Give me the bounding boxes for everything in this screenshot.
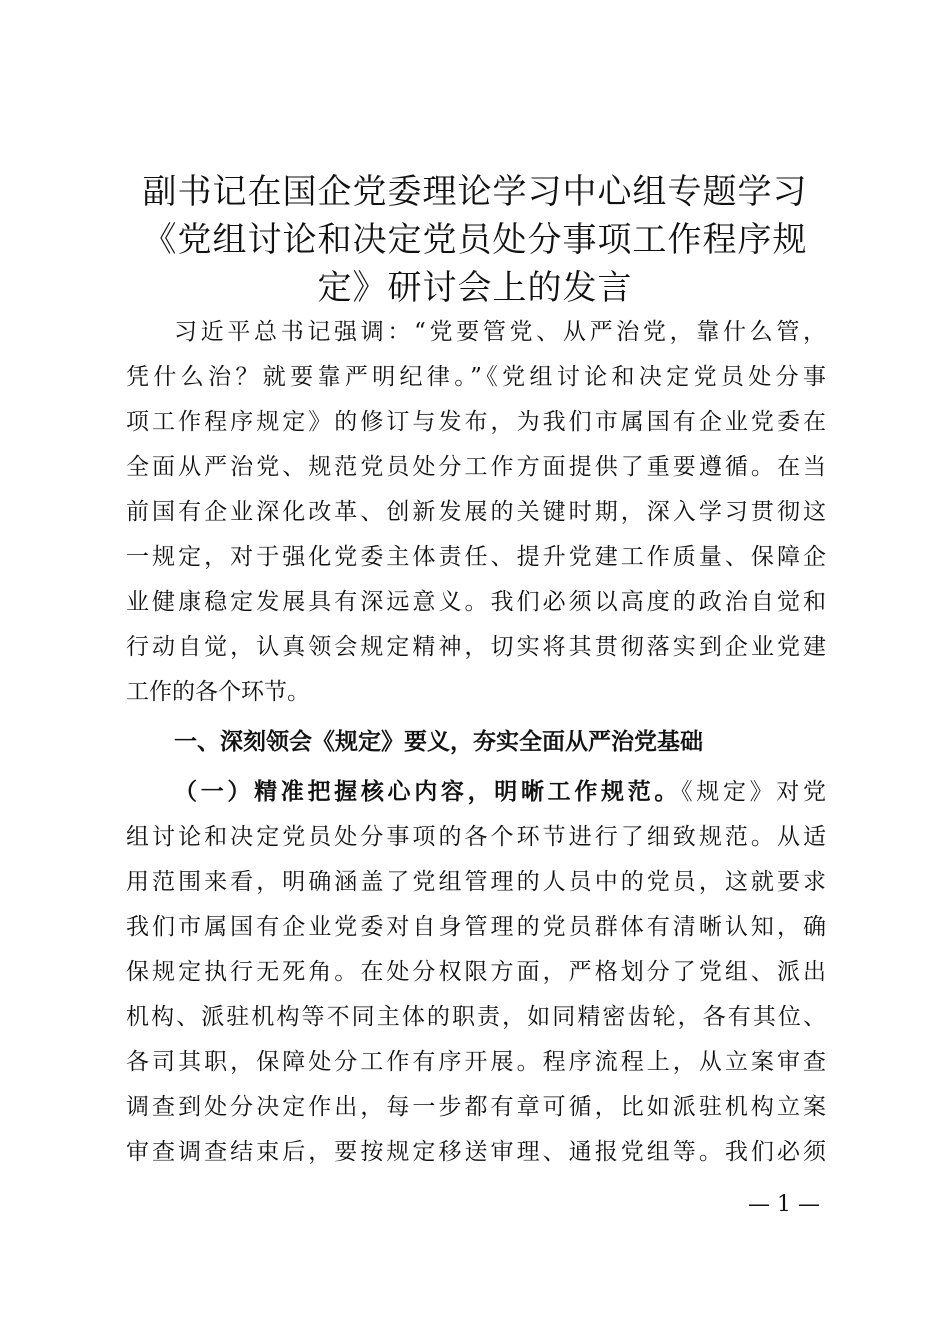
title-line-3: 定》研讨会上的发言: [317, 268, 633, 308]
subsection-line-8: 调查到处分决定作出，每一步都有章可循，比如派驻机构立案: [126, 1094, 826, 1120]
subsection-line-1: [174, 772, 826, 812]
intro-line-8: 行动自觉，认真领会规定精神，切实将其贯彻落实到企业党建: [126, 634, 826, 660]
subsection-line-3: 用范围来看，明确涵盖了党组管理的人员中的党员，这就要求: [126, 869, 826, 895]
subsection-line-9: 审查调查结束后，要按规定移送审理、通报党组等。我们必须: [126, 1139, 826, 1165]
subsection-line-4: 我们市属国有企业党委对自身管理的党员群体有清晰认知，确: [126, 914, 826, 940]
title-line-1: 副书记在国企党委理论学习中心组专题学习: [142, 172, 808, 212]
intro-line-3: 项工作程序规定》的修订与发布，为我们市属国有企业党委在: [126, 409, 826, 435]
subsection-first-line-text: 《规定》对党: [681, 779, 826, 805]
subsection-line-6: 机构、派驻机构等不同主体的职责，如同精密齿轮，各有其位、: [126, 1004, 826, 1030]
intro-line-2: 凭什么治？就要靠严明纪律。”《党组讨论和决定党员处分事: [126, 364, 826, 390]
intro-line-1: 习近平总书记强调：“党要管党、从严治党，靠什么管，: [174, 319, 826, 345]
page-number: — 1 —: [748, 1192, 820, 1217]
title-line-2: 《党组讨论和决定党员处分事项工作程序规: [142, 220, 808, 260]
intro-line-4: 全面从严治党、规范党员处分工作方面提供了重要遵循。在当: [126, 454, 826, 480]
intro-line-7: 业健康稳定发展具有深远意义。我们必须以高度的政治自觉和: [126, 589, 826, 615]
intro-line-5: 前国有企业深化改革、创新发展的关键时期，深入学习贯彻这: [126, 499, 826, 525]
subsection-line-2: 组讨论和决定党员处分事项的各个环节进行了细致规范。从适: [126, 824, 826, 850]
intro-line-6: 一规定，对于强化党委主体责任、提升党建工作质量、保障企: [126, 544, 826, 570]
section-heading-1: 一、深刻领会《规定》要义，夯实全面从严治党基础: [174, 729, 703, 755]
intro-line-9: 工作的各个环节。: [126, 679, 310, 705]
subsection-title: （一）精准把握核心内容，明晰工作规范。: [174, 778, 682, 805]
subsection-line-5: 保规定执行无死角。在处分权限方面，严格划分了党组、派出: [126, 959, 826, 985]
subsection-line-7: 各司其职，保障处分工作有序开展。程序流程上，从立案审查: [126, 1049, 826, 1075]
document-title: [120, 168, 830, 312]
